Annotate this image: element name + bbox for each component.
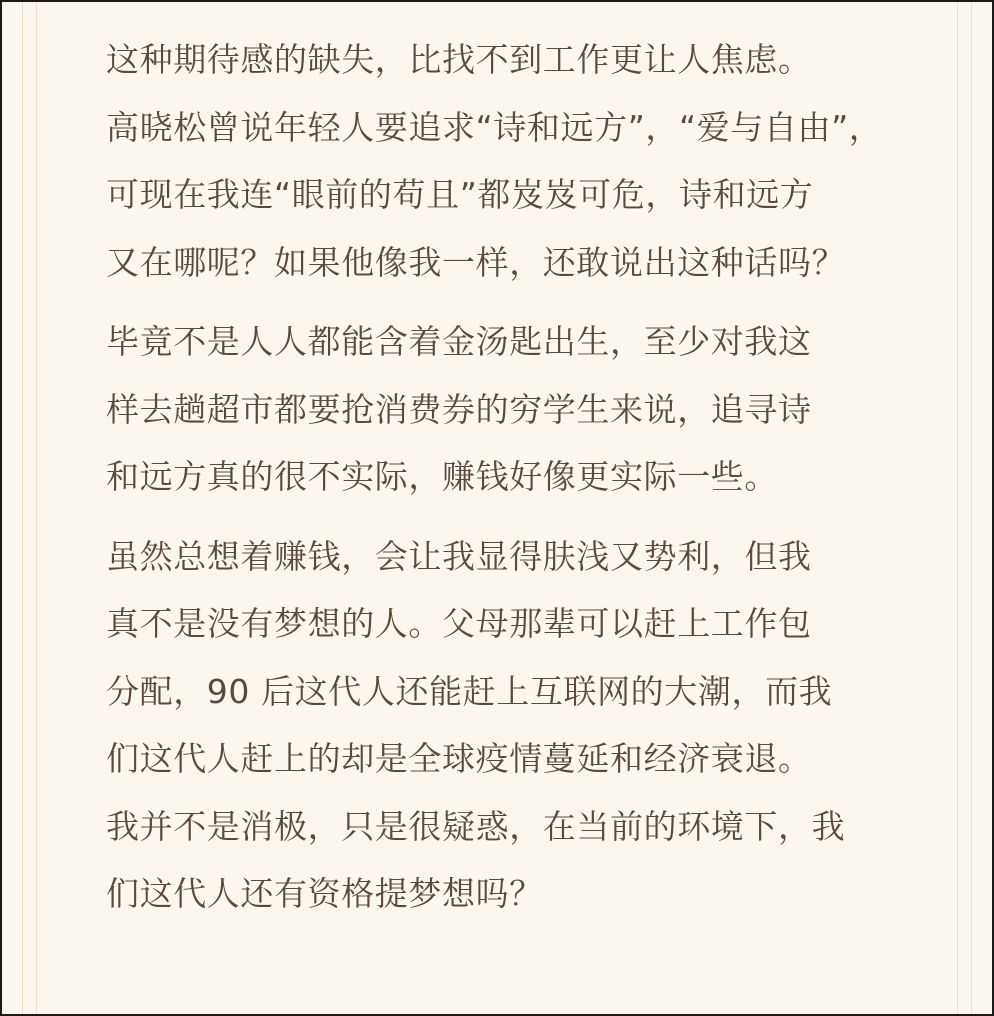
paragraph-2	[106, 308, 906, 511]
text-line: 高晓松曾说年轻人要追求“诗和远方”，“爱与自由”，	[106, 107, 883, 147]
left-border-inner	[36, 2, 37, 1014]
text-line: 又在哪呢？如果他像我一样，还敢说出这种话吗？	[106, 242, 846, 282]
article-body	[106, 26, 906, 928]
text-line: 真不是没有梦想的人。父母那辈可以赶上工作包	[106, 604, 812, 643]
text-line: 可现在我连“眼前的苟且”都岌岌可危，诗和远方	[106, 175, 814, 214]
paragraph-1	[106, 26, 906, 296]
text-line: 分配，90 后这代人还能赶上互联网的大潮，而我	[106, 671, 833, 711]
text-line: 这种期待感的缺失，比找不到工作更让人焦虑。	[106, 40, 812, 79]
text-line: 我并不是消极，只是很疑惑，在当前的环境下，我	[106, 806, 846, 846]
left-border-outer	[22, 2, 23, 1014]
text-line: 样去趟超市都要抢消费券的穷学生来说，追寻诗	[106, 389, 812, 429]
right-border-outer	[971, 2, 972, 1014]
text-line: 和远方真的很不实际，赚钱好像更实际一些。	[106, 457, 778, 496]
text-line: 虽然总想着赚钱，会让我显得肤浅又势利，但我	[106, 536, 812, 576]
text-line: 们这代人赶上的却是全球疫情蔓延和经济衰退。	[106, 739, 812, 778]
text-line: 毕竟不是人人都能含着金汤匙出生，至少对我这	[106, 322, 812, 361]
paragraph-3	[106, 523, 906, 928]
right-border-inner	[957, 2, 958, 1014]
text-line: 们这代人还有资格提梦想吗？	[106, 874, 543, 913]
